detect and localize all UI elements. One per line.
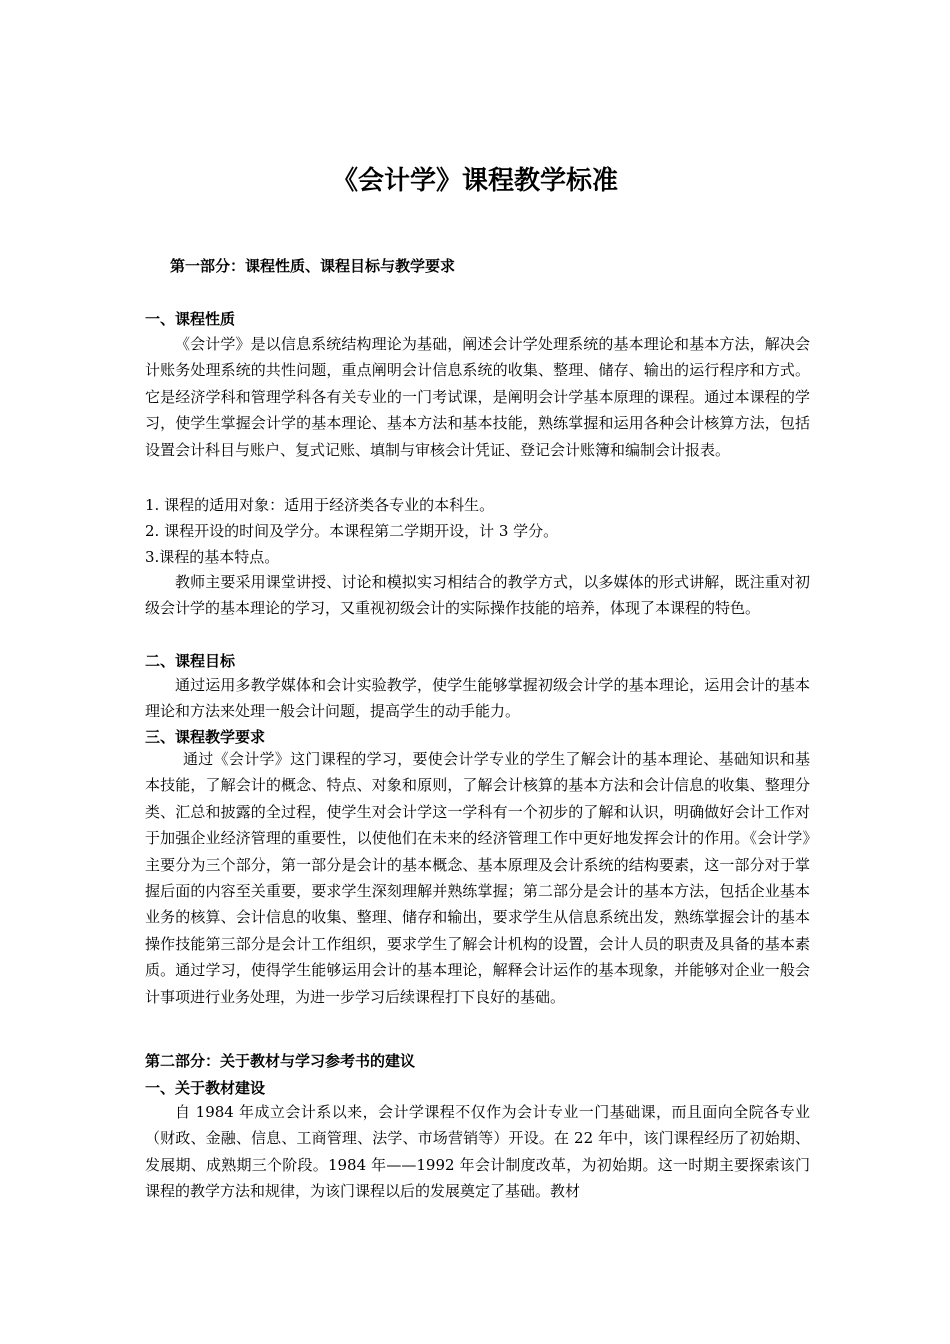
part2-heading: 第二部分：关于教材与学习参考书的建议: [145, 1052, 416, 1070]
paragraph: 通过《会计学》这门课程的学习，要使会计学专业的学生了解会计的基本理论、基础知识和基本技能，了解会计的概念、特点、对象和原则，了解会计核算的基本方法和会计信息的收集、整理分类、汇总和披露的全过程，使学生对会计学这一学科有一个初步的了解和认识，明确做好会计工作对于加强企业经济管理的重要性，以使他们在未来的经济管理工作中更好地发挥会计的作用。《会计学》主要分为三个部分，第一部分是会计的基本概念、基本原理及会计系统的结构要素，这一部分对于掌握后面的内容至关重要，要求学生深刻理解并熟练掌握；第二部分是会计的基本方法，包括企业基本业务的核算、会计信息的收集、整理、储存和输出，要求学生从信息系统出发，熟练掌握会计的基本操作技能第三部分是会计工作组织，要求学生了解会计机构的设置，会计人员的职责及具备的基本素质。通过学习，使得学生能够运用会计的基本理论，解释会计运作的基本现象，并能够对企业一般会计事项进行业务处理，为进一步学习后续课程打下良好的基础。: [145, 750, 810, 1006]
part1-heading: 第一部分：课程性质、课程目标与教学要求: [170, 257, 456, 275]
section-heading: 三、课程教学要求: [145, 728, 266, 746]
paragraph: 教师主要采用课堂讲授、讨论和模拟实习相结合的教学方式，以多媒体的形式讲解，既注重对初级会计学的基本理论的学习，又重视初级会计的实际操作技能的培养，体现了本课程的特色。: [145, 573, 810, 618]
paragraph: 《会计学》是以信息系统结构理论为基础，阐述会计学处理系统的基本理论和基本方法，解决会计账务处理系统的共性问题，重点阐明会计信息系统的收集、整理、储存、输出的运行程序和方式。它是经济学科和管理学科各有关专业的一门考试课，是阐明会计学基本原理的课程。通过本课程的学习，使学生掌握会计学的基本理论、基本方法和基本技能，熟练掌握和运用各种会计核算方法，包括设置会计科目与账户、复式记账、填制与审核会计凭证、登记会计账簿和编制会计报表。: [145, 335, 810, 459]
paragraph: 通过运用多教学媒体和会计实验教学，使学生能够掌握初级会计学的基本理论，运用会计的基本理论和方法来处理一般会计问题，提高学生的动手能力。: [145, 676, 810, 721]
section-heading: 一、课程性质: [145, 310, 236, 328]
section-heading: 二、课程目标: [145, 652, 236, 670]
list-item: 2. 课程开设的时间及学分。本课程第二学期开设，计 3 学分。: [145, 522, 559, 540]
list-item: 1. 课程的适用对象：适用于经济类各专业的本科生。: [145, 496, 495, 514]
section-heading: 一、关于教材建设: [145, 1079, 266, 1097]
paragraph: 自 1984 年成立会计系以来，会计学课程不仅作为会计专业一门基础课，而且面向全院各专业（财政、金融、信息、工商管理、法学、市场营销等）开设。在 22 年中，该门课程经历了初始期、发展期、成熟期三个阶段。1984 年——1992 年会计制度改革，为初始期。这一时期主要探索该门课程的教学方法和规律，为该门课程以后的发展奠定了基础。教材: [145, 1103, 810, 1201]
list-item: 3.课程的基本特点。: [145, 548, 280, 566]
document-title: 《会计学》课程教学标准: [331, 166, 618, 196]
